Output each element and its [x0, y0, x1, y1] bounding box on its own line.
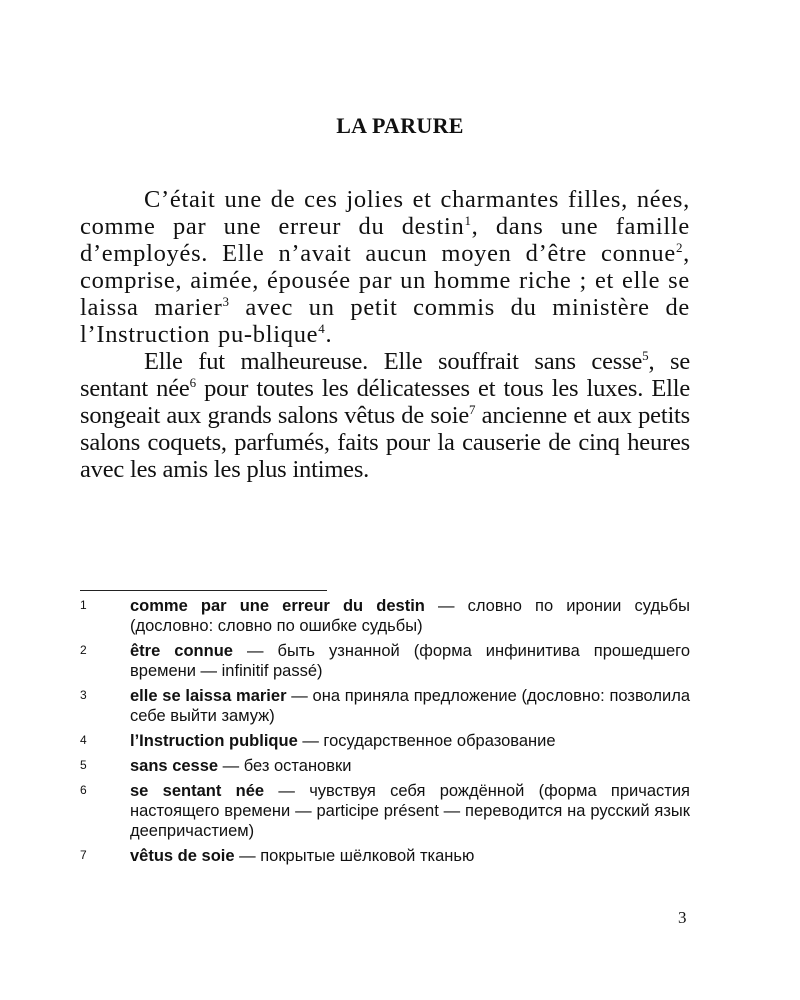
footnote-term: comme par une erreur du destin — [130, 597, 425, 615]
footnote-4 — [80, 731, 690, 751]
footnote-ref: 3 — [222, 294, 230, 309]
page-number: 3 — [678, 908, 687, 927]
footnote-text: — без остановки — [218, 757, 352, 775]
footnote-term: vêtus de soie — [130, 847, 235, 865]
footnote-text: — быть узнанной (форма инфинитива прошедшего времени — infinitif passé) — [130, 642, 691, 680]
footnote-1 — [80, 596, 690, 636]
footnote-text: — государственное образование — [297, 732, 556, 750]
footnote-6 — [80, 781, 690, 841]
text-run: , dans une famille d’employés. Elle n’avait aucun moyen d’être connue — [80, 213, 690, 267]
footnote-7 — [80, 846, 690, 866]
footnotes — [80, 596, 690, 871]
footnote-2 — [80, 641, 690, 681]
text-run: , se sentant née — [80, 348, 691, 402]
footnote-3 — [80, 686, 690, 726]
footnote-number: 5 — [80, 758, 87, 772]
text-run: C’était une de ces jolies et charmantes filles, nées, comme par une erreur du destin — [80, 186, 690, 240]
footnote-separator — [80, 590, 327, 591]
paragraph-1 — [80, 186, 690, 348]
footnote-ref: 7 — [469, 402, 476, 417]
footnote-text: — словно по иронии судьбы (дословно: словно по ошибке судьбы) — [130, 597, 690, 635]
footnote-number: 3 — [80, 688, 87, 702]
text-run: pour toutes les délicatesses et tous les luxes. Elle songeait aux grands salons vêtus de soie — [80, 375, 690, 429]
footnote-5 — [80, 756, 690, 776]
footnote-term: être connue — [130, 642, 233, 660]
footnote-number: 6 — [80, 783, 87, 797]
footnote-text: — покрытые шёлковой тканью — [234, 847, 475, 865]
footnote-number: 1 — [80, 598, 87, 612]
main-text — [80, 186, 690, 483]
text-run: Elle fut malheureuse. Elle souffrait sans cesse — [144, 348, 643, 375]
footnote-ref: 2 — [675, 240, 684, 255]
text-run: , comprise, aimée, épousée par un homme riche ; et elle se laissa marier — [80, 240, 690, 321]
footnote-ref: 5 — [642, 348, 649, 363]
footnote-term: l’Instruction publique — [130, 732, 298, 750]
page-title: LA PARURE — [336, 113, 464, 138]
footnote-term: se sentant née — [130, 782, 265, 800]
text-run: . — [325, 321, 333, 348]
footnote-number: 7 — [80, 848, 87, 862]
footnote-number: 2 — [80, 643, 87, 657]
text-run: ancienne et aux petits salons coquets, parfumés, faits pour la causerie de cinq heures avec les amis les plus intimes. — [80, 402, 690, 483]
text-run: avec un petit commis du ministère de l’Instruction pu-blique — [80, 294, 690, 348]
paragraph-2 — [80, 348, 690, 483]
footnote-term: sans cesse — [130, 757, 219, 775]
footnote-text: — она приняла предложение (дословно: позволила себе выйти замуж) — [130, 687, 691, 725]
footnote-number: 4 — [80, 733, 87, 747]
footnote-ref: 1 — [464, 213, 472, 228]
footnote-term: elle se laissa marier — [130, 687, 287, 705]
footnote-text: — чувствуя себя рождённой (форма причастия настоящего времени — participe présent — переводится на русский язык деепричастием) — [130, 782, 690, 840]
footnote-ref: 4 — [318, 321, 326, 336]
footnote-ref: 6 — [189, 375, 196, 390]
